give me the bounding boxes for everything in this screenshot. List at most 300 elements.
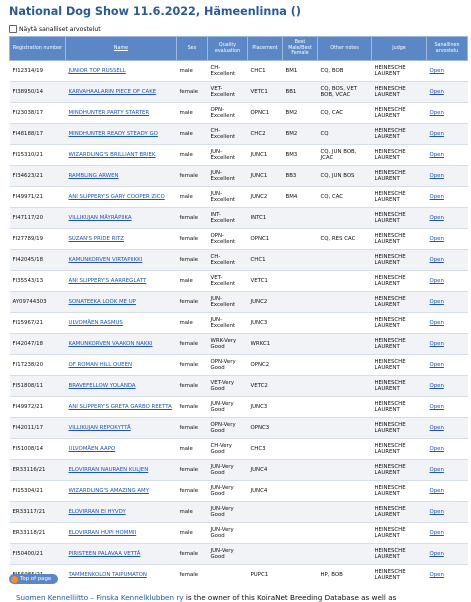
other-notes-cell: CQ, BOS, VET BOB, VCAC — [318, 82, 372, 103]
quality-evaluation-cell: JUN-Very Good — [208, 502, 248, 523]
open-verbal-evaluation-link-cell — [427, 103, 468, 124]
open-verbal-evaluation-link-cell — [427, 439, 468, 460]
sex-cell: female — [177, 229, 208, 250]
open-verbal-evaluation-link-cell — [427, 145, 468, 166]
judge-cell: HEINESCHE LAURENT — [372, 355, 427, 376]
quality-evaluation-cell: VET-Excellent — [208, 271, 248, 292]
placement-cell — [248, 502, 283, 523]
dog-name-link-cell — [66, 523, 177, 544]
quality-evaluation-cell: JUN-Very Good — [208, 397, 248, 418]
open-verbal-evaluation-link[interactable]: Open — [429, 571, 444, 578]
other-notes-cell — [318, 397, 372, 418]
open-verbal-evaluation-link[interactable]: Open — [429, 214, 444, 221]
open-verbal-evaluation-link-cell — [427, 523, 468, 544]
quality-evaluation-cell: WRK-Very Good — [208, 334, 248, 355]
best-male-female-cell — [283, 460, 318, 481]
footer-ownership-text — [16, 593, 396, 602]
sex-cell: male — [177, 313, 208, 334]
open-verbal-evaluation-link[interactable]: Open — [429, 277, 444, 284]
other-notes-cell: CQ, CAC — [318, 103, 372, 124]
sex-cell: female — [177, 355, 208, 376]
judge-cell: HEINESCHE LAURENT — [372, 187, 427, 208]
table-row — [10, 229, 468, 250]
registration-number-cell: FI15304/21 — [10, 481, 66, 502]
sex-cell: female — [177, 166, 208, 187]
dog-name-link-cell — [66, 355, 177, 376]
placement-cell — [248, 523, 283, 544]
table-row — [10, 376, 468, 397]
open-verbal-evaluation-link[interactable]: Open — [429, 403, 444, 410]
judge-cell: HEINESCHE LAURENT — [372, 376, 427, 397]
column-header-placement: Placement — [248, 37, 283, 61]
best-male-female-cell: BM1 — [283, 61, 318, 82]
dog-name-link-cell — [66, 376, 177, 397]
registration-number-cell: ER33116/21 — [10, 460, 66, 481]
table-row — [10, 103, 468, 124]
open-verbal-evaluation-link[interactable]: Open — [429, 151, 444, 158]
best-male-female-cell: BM2 — [283, 124, 318, 145]
judge-cell: HEINESCHE LAURENT — [372, 250, 427, 271]
best-male-female-cell — [283, 376, 318, 397]
open-verbal-evaluation-link[interactable]: Open — [429, 340, 444, 347]
table-row — [10, 334, 468, 355]
placement-cell: CHC3 — [248, 439, 283, 460]
judge-cell: HEINESCHE LAURENT — [372, 565, 427, 586]
sex-cell: female — [177, 376, 208, 397]
quality-evaluation-cell: JUN-Excellent — [208, 292, 248, 313]
open-verbal-evaluation-link-cell — [427, 292, 468, 313]
judge-cell: HEINESCHE LAURENT — [372, 124, 427, 145]
dog-name-link-cell — [66, 187, 177, 208]
table-row — [10, 61, 468, 82]
judge-cell: HEINESCHE LAURENT — [372, 82, 427, 103]
open-verbal-evaluation-link-cell — [427, 544, 468, 565]
registration-number-cell: FI42045/18 — [10, 250, 66, 271]
open-verbal-evaluation-link[interactable]: Open — [429, 235, 444, 242]
other-notes-cell: CQ — [318, 124, 372, 145]
open-verbal-evaluation-link[interactable]: Open — [429, 67, 444, 74]
open-verbal-evaluation-link-cell — [427, 355, 468, 376]
open-verbal-evaluation-link-cell — [427, 460, 468, 481]
dog-name-link[interactable]: WIZARDLING'S BRILLIANT BRIEK — [68, 151, 156, 158]
quality-evaluation-cell: JUN-Very Good — [208, 481, 248, 502]
open-verbal-evaluation-link-cell — [427, 166, 468, 187]
table-row — [10, 439, 468, 460]
placement-cell: JUNC4 — [248, 481, 283, 502]
dog-name-link[interactable]: KAMUNKORVEN VAAKON NAKKI — [68, 340, 153, 347]
judge-cell: HEINESCHE LAURENT — [372, 208, 427, 229]
dog-name-link[interactable]: OF ROMAN HILL QUEEN — [68, 361, 133, 368]
sex-cell: female — [177, 565, 208, 586]
judge-cell: HEINESCHE LAURENT — [372, 523, 427, 544]
open-verbal-evaluation-link-cell — [427, 229, 468, 250]
other-notes-cell: CQ, CAC — [318, 187, 372, 208]
quality-evaluation-cell: JUN-Excellent — [208, 166, 248, 187]
quality-evaluation-cell: VET-Excellent — [208, 82, 248, 103]
other-notes-cell: CQ, RES CAC — [318, 229, 372, 250]
best-male-female-cell — [283, 292, 318, 313]
dog-name-link-cell — [66, 61, 177, 82]
registration-number-cell: FI34623/21 — [10, 166, 66, 187]
judge-cell: HEINESCHE LAURENT — [372, 103, 427, 124]
show-verbal-evaluations-checkbox[interactable] — [9, 25, 17, 33]
quality-evaluation-cell: JUN-Excellent — [208, 313, 248, 334]
best-male-female-cell — [283, 502, 318, 523]
show-verbal-evaluations-toggle[interactable] — [9, 25, 101, 33]
table-row — [10, 82, 468, 103]
best-male-female-cell — [283, 250, 318, 271]
judge-cell: HEINESCHE LAURENT — [372, 502, 427, 523]
best-male-female-cell — [283, 208, 318, 229]
placement-cell: OPNC2 — [248, 355, 283, 376]
open-verbal-evaluation-link[interactable]: Open — [429, 550, 444, 557]
placement-cell: JUNC3 — [248, 397, 283, 418]
dog-name-link[interactable]: TAMMENKOLON TAIPUMATON — [68, 571, 147, 578]
open-verbal-evaluation-link-cell — [427, 187, 468, 208]
open-verbal-evaluation-link-cell — [427, 313, 468, 334]
dog-name-link-cell — [66, 124, 177, 145]
open-verbal-evaluation-link[interactable]: Open — [429, 88, 444, 95]
table-row — [10, 124, 468, 145]
open-verbal-evaluation-link[interactable]: Open — [429, 319, 444, 326]
open-verbal-evaluation-link[interactable]: Open — [429, 109, 444, 116]
other-notes-cell — [318, 502, 372, 523]
table-row — [10, 166, 468, 187]
table-row — [10, 208, 468, 229]
table-row — [10, 355, 468, 376]
table-header-row — [10, 37, 468, 61]
open-verbal-evaluation-link-cell — [427, 208, 468, 229]
best-male-female-cell: BB1 — [283, 82, 318, 103]
placement-cell: OPNC1 — [248, 229, 283, 250]
registration-number-cell: FI50400/21 — [10, 544, 66, 565]
table-row — [10, 187, 468, 208]
placement-cell: CHC1 — [248, 250, 283, 271]
quality-evaluation-cell: JUN-Very Good — [208, 523, 248, 544]
sex-cell: male — [177, 271, 208, 292]
quality-evaluation-cell: OPN-Excellent — [208, 103, 248, 124]
dog-name-link-cell — [66, 565, 177, 586]
placement-cell: JUNC2 — [248, 292, 283, 313]
sex-cell: female — [177, 397, 208, 418]
dog-name-link-cell — [66, 544, 177, 565]
sex-cell: male — [177, 124, 208, 145]
table-row — [10, 397, 468, 418]
open-verbal-evaluation-link[interactable]: Open — [429, 508, 444, 515]
placement-cell: CHC1 — [248, 61, 283, 82]
dog-name-link-cell — [66, 271, 177, 292]
sex-cell: female — [177, 208, 208, 229]
dog-name-link[interactable]: KAMUNKORVEN VIRTAPIIKKI — [68, 256, 143, 263]
best-male-female-cell — [283, 229, 318, 250]
best-male-female-cell — [283, 313, 318, 334]
other-notes-cell — [318, 292, 372, 313]
best-male-female-cell: BM4 — [283, 187, 318, 208]
dog-name-link-cell — [66, 208, 177, 229]
dog-name-link-cell — [66, 103, 177, 124]
quality-evaluation-cell — [208, 565, 248, 586]
table-row — [10, 271, 468, 292]
best-male-female-cell: BM3 — [283, 145, 318, 166]
judge-cell: HEINESCHE LAURENT — [372, 544, 427, 565]
table-row — [10, 565, 468, 586]
registration-number-cell: FI42047/18 — [10, 334, 66, 355]
other-notes-cell — [318, 208, 372, 229]
dog-name-link[interactable]: ELOVIRRAN HUPI HOMMII — [68, 529, 137, 536]
other-notes-cell — [318, 376, 372, 397]
registration-number-cell: FI51808/11 — [10, 376, 66, 397]
open-verbal-evaluation-link[interactable]: Open — [429, 445, 444, 452]
best-male-female-cell — [283, 565, 318, 586]
dog-name-link[interactable]: BRAVEFELLOW YOLANDA — [68, 382, 136, 389]
placement-cell — [248, 544, 283, 565]
dog-name-link[interactable]: ANI SLIPPERY'S AARREGLATT — [68, 277, 147, 284]
column-header-registration-number: Registration number — [10, 37, 66, 61]
judge-cell: HEINESCHE LAURENT — [372, 439, 427, 460]
other-notes-cell — [318, 418, 372, 439]
best-male-female-cell — [283, 481, 318, 502]
registration-number-cell: FI15310/21 — [10, 145, 66, 166]
quality-evaluation-cell: CH-Excellent — [208, 61, 248, 82]
table-row — [10, 523, 468, 544]
quality-evaluation-cell: OPN-Very Good — [208, 355, 248, 376]
quality-evaluation-cell: OPN-Very Good — [208, 418, 248, 439]
registration-number-cell: FI49971/21 — [10, 187, 66, 208]
judge-cell: HEINESCHE LAURENT — [372, 481, 427, 502]
best-male-female-cell — [283, 544, 318, 565]
placement-cell: OPNC1 — [248, 103, 283, 124]
placement-cell: OPNC3 — [248, 418, 283, 439]
placement-cell: JUNC3 — [248, 313, 283, 334]
column-header-judge: Judge — [372, 37, 427, 61]
other-notes-cell: CQ, BOB — [318, 61, 372, 82]
other-notes-cell — [318, 313, 372, 334]
quality-evaluation-cell: JUN-Excellent — [208, 187, 248, 208]
dog-name-link-cell — [66, 250, 177, 271]
dog-name-link[interactable]: SONATEEKA LOOK ME UP — [68, 298, 136, 305]
other-notes-cell: HP, BOB — [318, 565, 372, 586]
other-notes-cell — [318, 544, 372, 565]
column-header-best-male-best-female: Best Male/Best Female — [283, 37, 318, 61]
sex-cell: male — [177, 103, 208, 124]
dog-name-link[interactable]: ELOVIRRAN NAURAEN KULJEN — [68, 466, 149, 473]
dog-name-link[interactable]: PIRISTEEN PALAVAA VETTÄ — [68, 550, 141, 557]
other-notes-cell: CQ, JUN BOS — [318, 166, 372, 187]
dog-name-link[interactable]: SUZAN'S PRIDE RITZ — [68, 235, 124, 242]
sex-cell: female — [177, 460, 208, 481]
best-male-female-cell — [283, 439, 318, 460]
quality-evaluation-cell: INT-Excellent — [208, 208, 248, 229]
other-notes-cell — [318, 250, 372, 271]
sex-cell: female — [177, 82, 208, 103]
dog-name-link-cell — [66, 166, 177, 187]
best-male-female-cell — [283, 355, 318, 376]
sex-cell: female — [177, 292, 208, 313]
sex-cell: female — [177, 334, 208, 355]
sex-cell: male — [177, 502, 208, 523]
quality-evaluation-cell: JUN-Excellent — [208, 145, 248, 166]
other-notes-cell — [318, 439, 372, 460]
kennel-club-link[interactable]: Suomen Kennelliitto – Finska Kennelklubben ry — [16, 593, 184, 602]
other-notes-cell — [318, 355, 372, 376]
open-verbal-evaluation-link-cell — [427, 565, 468, 586]
dog-name-link[interactable]: ULVOMÄEN RASMUS — [68, 319, 123, 326]
other-notes-cell: CQ, JUN BOB, JCAC — [318, 145, 372, 166]
placement-cell: PUPC1 — [248, 565, 283, 586]
sex-cell: female — [177, 481, 208, 502]
judge-cell: HEINESCHE LAURENT — [372, 166, 427, 187]
column-header-verbal-evaluation: Sanallinen arvostelu — [427, 37, 468, 61]
placement-cell: WRKC1 — [248, 334, 283, 355]
best-male-female-cell: BM2 — [283, 103, 318, 124]
other-notes-cell — [318, 523, 372, 544]
placement-cell: JUNC4 — [248, 460, 283, 481]
quality-evaluation-cell: OPN-Excellent — [208, 229, 248, 250]
judge-cell: HEINESCHE LAURENT — [372, 418, 427, 439]
placement-cell: JUNC1 — [248, 166, 283, 187]
open-verbal-evaluation-link-cell — [427, 397, 468, 418]
open-verbal-evaluation-link-cell — [427, 334, 468, 355]
open-verbal-evaluation-link[interactable]: Open — [429, 193, 444, 200]
dog-name-link-cell — [66, 229, 177, 250]
other-notes-cell — [318, 271, 372, 292]
registration-number-cell: FI47117/20 — [10, 208, 66, 229]
open-verbal-evaluation-link-cell — [427, 124, 468, 145]
open-verbal-evaluation-link-cell — [427, 481, 468, 502]
dog-name-link-cell — [66, 481, 177, 502]
table-row — [10, 313, 468, 334]
dog-name-link-cell — [66, 502, 177, 523]
judge-cell: HEINESCHE LAURENT — [372, 313, 427, 334]
open-verbal-evaluation-link[interactable]: Open — [429, 529, 444, 536]
judge-cell: HEINESCHE LAURENT — [372, 292, 427, 313]
dog-name-link[interactable]: KARVAHAALARIN PIECE OF CAKE — [68, 88, 157, 95]
sex-cell: male — [177, 439, 208, 460]
judge-cell: HEINESCHE LAURENT — [372, 460, 427, 481]
best-male-female-cell — [283, 334, 318, 355]
dog-name-link[interactable]: ANI SLIPPERY'S GRETA GARBO REETTA — [68, 403, 172, 410]
registration-number-cell: FI42011/17 — [10, 418, 66, 439]
registration-number-cell: FI12314/19 — [10, 61, 66, 82]
judge-cell: HEINESCHE LAURENT — [372, 145, 427, 166]
quality-evaluation-cell: CH-Excellent — [208, 124, 248, 145]
table-row — [10, 250, 468, 271]
judge-cell: HEINESCHE LAURENT — [372, 61, 427, 82]
open-verbal-evaluation-link[interactable]: Open — [429, 382, 444, 389]
placement-cell: VETC2 — [248, 376, 283, 397]
dog-name-link[interactable]: MINDHUNTER PARTY STARTER — [68, 109, 150, 116]
quality-evaluation-cell: VET-Very Good — [208, 376, 248, 397]
registration-number-cell: FI49972/21 — [10, 397, 66, 418]
open-verbal-evaluation-link-cell — [427, 82, 468, 103]
open-verbal-evaluation-link[interactable]: Open — [429, 466, 444, 473]
registration-number-cell: ER33118/21 — [10, 523, 66, 544]
registration-number-cell: AY09744303 — [10, 292, 66, 313]
placement-cell: VETC1 — [248, 82, 283, 103]
dog-name-link-cell — [66, 145, 177, 166]
dog-name-link[interactable]: VILLIKUJAN MÄYRÄPIIKA — [68, 214, 132, 221]
dog-name-link[interactable]: VILLIKUJAN REPOKYTTÄ — [68, 424, 131, 431]
quality-evaluation-cell: CH-Very Good — [208, 439, 248, 460]
column-header-name[interactable] — [66, 37, 177, 61]
dog-name-link[interactable]: ELOVIRRAN EI HYVDY — [68, 508, 126, 515]
dog-name-link-cell — [66, 292, 177, 313]
dog-name-link[interactable]: ANI SLIPPERY'S GARY COOPER ZICO — [68, 193, 165, 200]
top-of-page-label: Top of page — [20, 576, 52, 582]
placement-cell: INTC1 — [248, 208, 283, 229]
results-table-body — [10, 61, 468, 586]
table-row — [10, 418, 468, 439]
dog-name-link[interactable]: RAMBLING ARWEN — [68, 172, 119, 179]
open-verbal-evaluation-link-cell — [427, 418, 468, 439]
registration-number-cell: FI27789/19 — [10, 229, 66, 250]
column-header-quality-evaluation: Quality evaluation — [208, 37, 248, 61]
open-verbal-evaluation-link[interactable]: Open — [429, 130, 444, 137]
table-row — [10, 502, 468, 523]
other-notes-cell — [318, 334, 372, 355]
other-notes-cell — [318, 460, 372, 481]
open-verbal-evaluation-link[interactable]: Open — [429, 361, 444, 368]
open-verbal-evaluation-link-cell — [427, 61, 468, 82]
registration-number-cell: ER33117/21 — [10, 502, 66, 523]
quality-evaluation-cell: JUN-Very Good — [208, 544, 248, 565]
footer-ownership-rest: is the owner of this KoiraNet Breeding Database as well as — [183, 593, 397, 602]
top-of-page-button[interactable] — [9, 574, 58, 584]
registration-number-cell: FI51008/14 — [10, 439, 66, 460]
table-row — [10, 481, 468, 502]
dog-name-link[interactable]: JUNIOR TOP RUSSELL — [68, 67, 126, 74]
quality-evaluation-cell: JUN-Very Good — [208, 460, 248, 481]
open-verbal-evaluation-link[interactable]: Open — [429, 172, 444, 179]
dog-name-link[interactable]: WIZARDLING'S AMAZING AMY — [68, 487, 149, 494]
open-verbal-evaluation-link-cell — [427, 502, 468, 523]
registration-number-cell: FI48188/17 — [10, 124, 66, 145]
dog-name-link-cell — [66, 460, 177, 481]
dog-name-link-cell — [66, 82, 177, 103]
judge-cell: HEINESCHE LAURENT — [372, 271, 427, 292]
sex-cell: male — [177, 523, 208, 544]
sex-cell: female — [177, 250, 208, 271]
open-verbal-evaluation-link[interactable]: Open — [429, 424, 444, 431]
sex-cell: female — [177, 418, 208, 439]
dog-name-link[interactable]: ULVOMÄEN AAPO — [68, 445, 116, 452]
placement-cell: JUNC2 — [248, 187, 283, 208]
table-row — [10, 544, 468, 565]
open-verbal-evaluation-link[interactable]: Open — [429, 487, 444, 494]
results-table — [9, 36, 468, 585]
open-verbal-evaluation-link[interactable]: Open — [429, 298, 444, 305]
best-male-female-cell: BB3 — [283, 166, 318, 187]
dog-name-link[interactable]: MINDHUNTER READY STEADY GO — [68, 130, 158, 137]
dog-name-link-cell — [66, 334, 177, 355]
sex-cell: male — [177, 145, 208, 166]
table-row — [10, 145, 468, 166]
judge-cell: HEINESCHE LAURENT — [372, 397, 427, 418]
sex-cell: male — [177, 61, 208, 82]
registration-number-cell: FI17238/20 — [10, 355, 66, 376]
dog-name-link-cell — [66, 313, 177, 334]
sex-cell: female — [177, 544, 208, 565]
column-header-name-label[interactable]: Name — [113, 45, 129, 51]
show-verbal-evaluations-label: Näytä sanalliset arvostelut — [19, 25, 101, 33]
placement-cell: VETC1 — [248, 271, 283, 292]
placement-cell: CHC2 — [248, 124, 283, 145]
registration-number-cell: FI35543/13 — [10, 271, 66, 292]
registration-number-cell: FI23038/17 — [10, 103, 66, 124]
open-verbal-evaluation-link[interactable]: Open — [429, 256, 444, 263]
registration-number-cell: FI38950/14 — [10, 82, 66, 103]
column-header-sex: Sex — [177, 37, 208, 61]
